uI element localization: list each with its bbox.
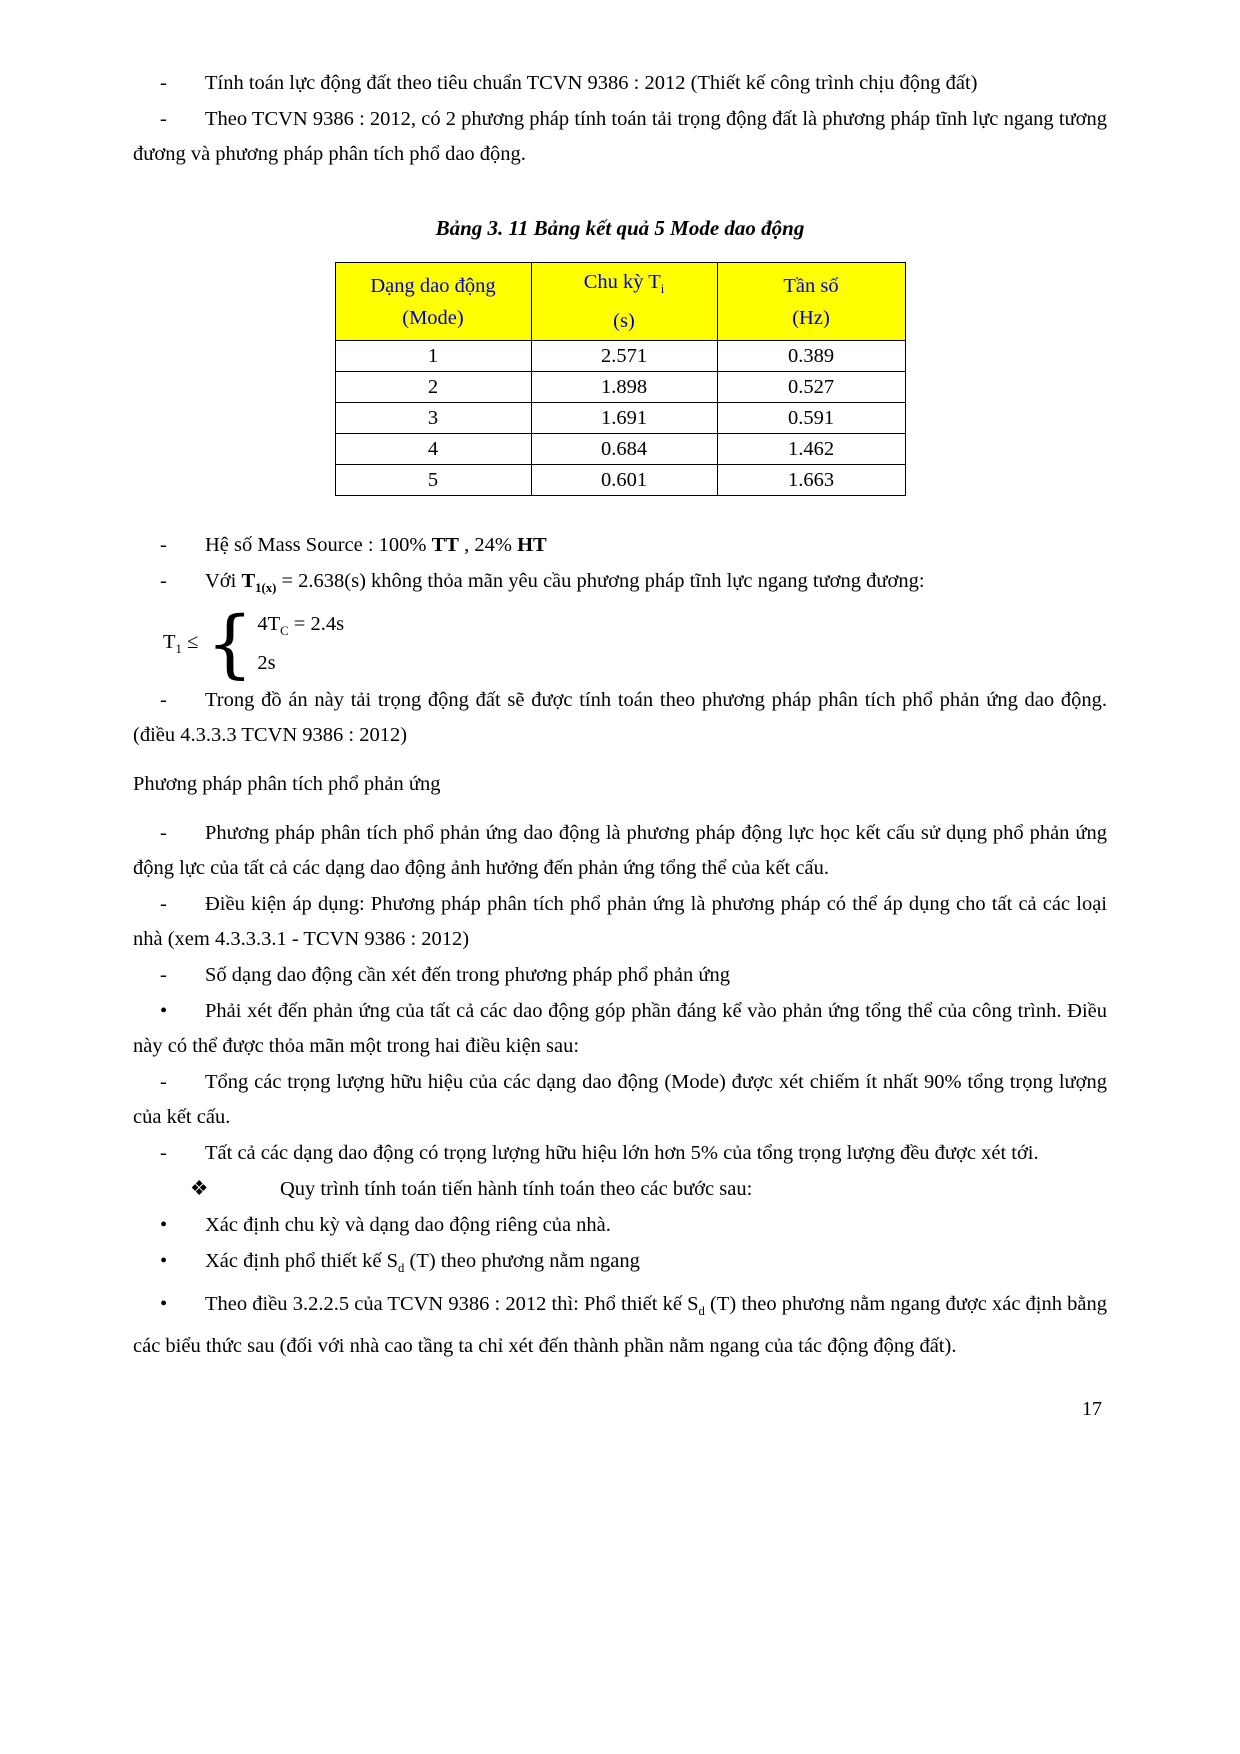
header-frequency-line2: (Hz): [792, 306, 830, 329]
cell-period: 0.601: [531, 465, 717, 496]
paragraph-text: Xác định phổ thiết kế S: [205, 1250, 399, 1273]
cell-mode: 2: [335, 372, 531, 403]
table-header-row: [335, 263, 905, 341]
paragraph-text: Xác định chu kỳ và dạng dao động riêng của nhà.: [205, 1214, 611, 1237]
bullet-marker: •: [160, 1000, 168, 1023]
dash-marker: -: [160, 689, 167, 712]
paragraph-text: Hệ số Mass Source : 100%: [205, 534, 432, 557]
paragraph-text: Điều kiện áp dụng: Phương pháp phân tích phổ phản ứng là phương pháp có thể áp dụng cho tất cả các loại nhà (xem 4.3.3.3.1 - TCVN 9386 : 2012): [133, 893, 1107, 951]
paragraph-text: Tính toán lực động đất theo tiêu chuẩn TCVN 9386 : 2012 (Thiết kế công trình chịu động đất): [205, 72, 978, 94]
paragraph-step-spectrum-detail: [133, 1287, 1107, 1364]
cell-frequency: 0.389: [717, 341, 905, 372]
header-period-subscript: i: [660, 282, 665, 297]
paragraph-text: , 24%: [458, 534, 518, 557]
cell-period: 0.684: [531, 434, 717, 465]
paragraph-method-selected: [133, 683, 1107, 753]
paragraph-text: Trong đồ án này tải trọng động đất sẽ được tính toán theo phương pháp phân tích phổ phản ứng dao động. (điều 4.3.3.3 TCVN 9386 : 2012): [133, 689, 1107, 747]
t1x-symbol: [241, 570, 277, 596]
paragraph-mode-count: [133, 958, 1107, 993]
header-period-line1: Chu kỳ T: [583, 271, 661, 293]
formula-t-symbol: T: [163, 630, 176, 653]
bullet-marker: •: [160, 1214, 168, 1237]
paragraph-step-period: [133, 1208, 1107, 1243]
dash-marker: -: [160, 72, 167, 94]
paragraph-mass-source: [133, 528, 1107, 563]
paragraph-text: Tổng các trọng lượng hữu hiệu của các dạng dao động (Mode) được xét chiếm ít nhất 90% tổng trọng lượng của kết cấu.: [133, 1071, 1107, 1129]
paragraph-5-percent-rule: [133, 1136, 1107, 1171]
cell-period: 1.691: [531, 403, 717, 434]
cell-mode: 1: [335, 341, 531, 372]
formula-period-condition: [163, 600, 1107, 687]
cell-frequency: 1.663: [717, 465, 905, 496]
header-cell-mode: [335, 263, 531, 341]
table-caption: Bảng 3. 11 Bảng kết quả 5 Mode dao động: [435, 216, 805, 240]
paragraph-text: Quy trình tính toán tiến hành tính toán theo các bước sau:: [280, 1178, 753, 1201]
paragraph-two-methods: [133, 102, 1107, 172]
case1-main: 4T: [257, 613, 281, 636]
paragraph-text: Phải xét đến phản ứng của tất cả các dao động góp phần đáng kể vào phản ứng tổng thể của công trình. Điều này có thể được thỏa mãn một trong hai điều kiện sau:: [133, 1000, 1107, 1058]
formula-lhs: [163, 631, 198, 657]
table-row: [335, 372, 905, 403]
section-heading: Phương pháp phân tích phổ phản ứng: [133, 773, 441, 796]
formula-t-subscript: 1: [175, 641, 182, 656]
dash-marker: -: [160, 570, 167, 593]
paragraph-text: Tất cả các dạng dao động có trọng lượng hữu hiệu lớn hơn 5% của tổng trọng lượng đều được xét tới.: [205, 1142, 1039, 1165]
paragraph-text: = 2.638(s) không thỏa mãn yêu cầu phương pháp tĩnh lực ngang tương đương:: [276, 570, 925, 593]
dash-marker: -: [160, 893, 167, 916]
header-period-line2: (s): [613, 310, 635, 333]
paragraph-text: (T) theo phương nằm ngang được xác định bằng các biểu thức sau (đối với nhà cao tầng ta chỉ xét đến thành phần nằm ngang của tác động động đất).: [133, 1293, 1107, 1358]
cell-frequency: 1.462: [717, 434, 905, 465]
table-header: [335, 263, 905, 341]
sd-subscript: d: [698, 1304, 705, 1319]
header-frequency-line1: Tần số: [783, 274, 839, 297]
paragraph-step-spectrum: [133, 1244, 1107, 1286]
cell-mode: 4: [335, 434, 531, 465]
cell-frequency: 0.591: [717, 403, 905, 434]
bullet-marker: •: [160, 1250, 168, 1273]
cell-mode: 5: [335, 465, 531, 496]
bullet-marker: •: [160, 1293, 168, 1316]
paragraph-text: Phương pháp phân tích phổ phản ứng dao động là phương pháp động lực học kết cấu sử dụng phổ phản ứng động lực của tất cả các dạng dao động ảnh hưởng đến phản ứng tổng thể của kết cấu.: [133, 822, 1107, 880]
tt-bold: TT: [431, 534, 459, 557]
paragraph-application-condition: [133, 887, 1107, 957]
formula-cases: [257, 608, 344, 679]
formula-relation: ≤: [181, 630, 199, 653]
table-body: [335, 341, 905, 496]
diamond-marker: ❖: [190, 1178, 209, 1201]
dash-marker: -: [160, 1071, 167, 1094]
brace-glyph: {: [206, 600, 254, 687]
paragraph-method-definition: [133, 816, 1107, 886]
paragraph-text: Với: [205, 570, 242, 593]
paragraph-text: Theo TCVN 9386 : 2012, có 2 phương pháp tính toán tải trọng động đất là phương pháp tĩnh lực ngang tương đương và phương pháp phân tích phổ dao động.: [133, 108, 1107, 165]
header-cell-period: [531, 263, 717, 341]
ht-bold: HT: [517, 534, 547, 557]
paragraph-text: (T) theo phương nằm ngang: [404, 1250, 640, 1273]
dash-marker: -: [160, 534, 167, 557]
cell-period: 1.898: [531, 372, 717, 403]
table-row: [335, 465, 905, 496]
paragraph-procedure-intro: [133, 1172, 1107, 1207]
page-number: 17: [1082, 1398, 1102, 1420]
header-mode-line2: (Mode): [402, 306, 464, 329]
case1-subscript: C: [280, 624, 289, 639]
paragraph-90-percent-rule: [133, 1065, 1107, 1135]
cell-frequency: 0.527: [717, 372, 905, 403]
paragraph-response-requirement: [133, 994, 1107, 1064]
formula-case-1: [257, 608, 344, 647]
formula-case-2: 2s: [257, 652, 276, 675]
paragraph-text: Theo điều 3.2.2.5 của TCVN 9386 : 2012 thì: Phổ thiết kế S: [205, 1293, 699, 1316]
table-row: [335, 434, 905, 465]
dash-marker: -: [160, 964, 167, 987]
paragraph-seismic-standard: [133, 66, 1107, 101]
table-row: [335, 341, 905, 372]
header-mode-line1: Dạng dao động: [370, 274, 496, 297]
cell-period: 2.571: [531, 341, 717, 372]
dash-marker: -: [160, 1142, 167, 1165]
dash-marker: -: [160, 108, 167, 130]
t1x-subscript: 1(x): [255, 581, 277, 596]
paragraph-text: Số dạng dao động cần xét đến trong phương pháp phổ phản ứng: [205, 964, 730, 987]
cell-mode: 3: [335, 403, 531, 434]
sd-subscript: d: [398, 1261, 405, 1276]
table-row: [335, 403, 905, 434]
mode-results-table: [335, 262, 906, 496]
dash-marker: -: [160, 822, 167, 845]
case1-rest: = 2.4s: [288, 613, 345, 636]
paragraph-t1x-check: [133, 564, 1107, 606]
header-cell-frequency: [717, 263, 905, 341]
t1x-main: T: [241, 570, 256, 593]
